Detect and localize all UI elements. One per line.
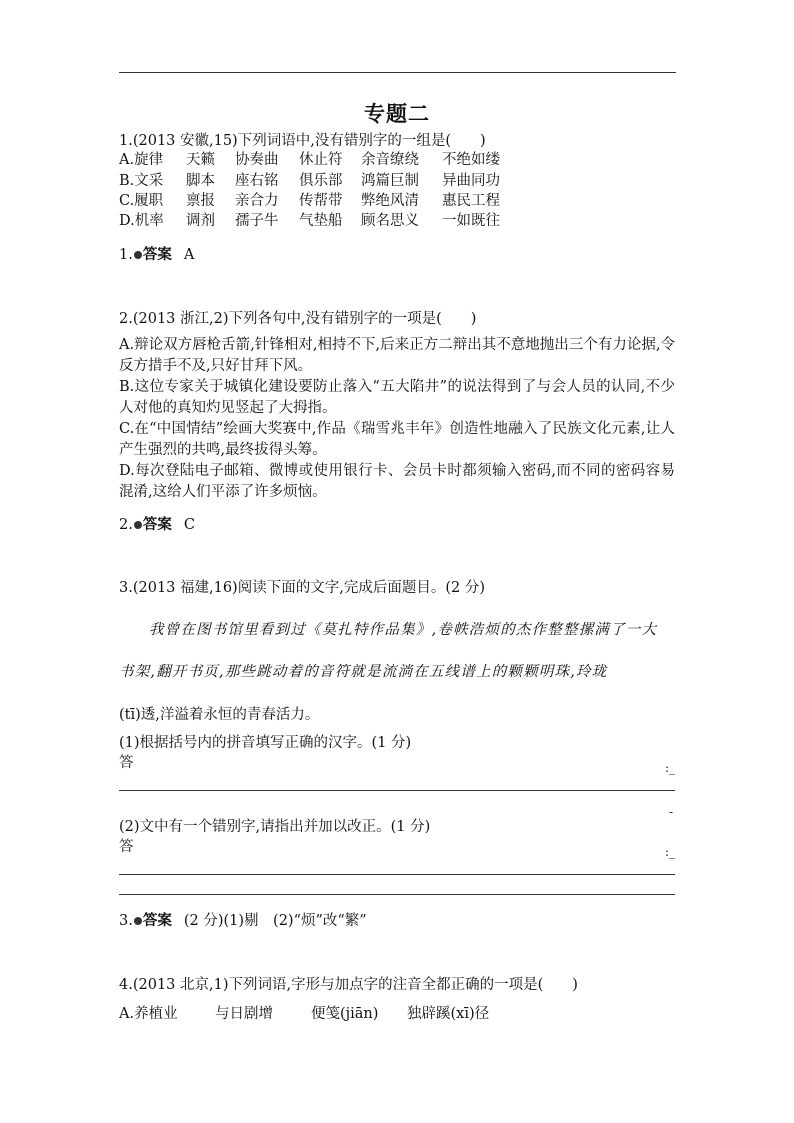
q1-option-d: D.机率 调剂 孺子牛 气垫船 顾名思义 一如既往 xyxy=(119,213,500,229)
q3-passage-line-1: 我曾在图书馆里看到过《莫扎特作品集》,卷帙浩烦的杰作整整摞满了一大 xyxy=(149,622,658,638)
header-rule xyxy=(119,72,676,73)
q3-passage-line-3: (tī)透,洋溢着永恒的青春活力。 xyxy=(119,707,320,723)
q2-stem: 2.(2013 浙江,2)下列各句中,没有错别字的一项是( ) xyxy=(119,311,477,327)
q3-sub2: (2)文中有一个错别字,请指出并加以改正。(1 分) xyxy=(119,819,431,835)
q3-sub1: (1)根据括号内的拼音填写正确的汉字。(1 分) xyxy=(119,735,412,751)
q2-option-d: D.每次登陆电子邮箱、微博或使用银行卡、会员卡时都须输入密码,而不同的密码容易混淆,这给人们平添了许多烦恼。 xyxy=(119,463,675,500)
q3-answer: 3. 答案 (2 分)(1)剔 (2)“烦”改“繁” xyxy=(119,912,367,929)
q3-sub1-answer-word: 答 xyxy=(119,755,134,771)
q3-sub2-answer-word: 答 xyxy=(119,839,134,855)
page-title: 专题二 xyxy=(364,101,430,126)
q2-option-a: A.辩论双方唇枪舌箭,针锋相对,相持不下,后来正方二辩出其不意地抛出三个有力论据,令反方措手不及,只好甘拜下风。 xyxy=(119,337,675,374)
blank-end-mark: - xyxy=(669,805,674,819)
q1-stem: 1.(2013 安徽,15)下列词语中,没有错别字的一组是( ) xyxy=(119,133,486,149)
answer-blank-line xyxy=(119,874,675,875)
answer-bullet-icon xyxy=(134,917,142,925)
answer-bullet-icon xyxy=(134,521,142,529)
answer-blank-line xyxy=(119,894,675,895)
q2-option-c: C.在“中国情结”绘画大奖赛中,作品《瑞雪兆丰年》创造性地融入了民族文化元素,让人产生强烈的共鸣,最终拔得头筹。 xyxy=(119,421,675,458)
q2-option-b: B.这位专家关于城镇化建设要防止落入“五大陷井”的说法得到了与会人员的认同,不少人对他的真知灼见竖起了大拇指。 xyxy=(119,379,675,416)
q3-passage-line-2: 书架,翻开书页,那些跳动着的音符就是流淌在五线谱上的颗颗明珠,玲珑 xyxy=(119,664,608,680)
q1-answer: 1. 答案 A xyxy=(119,246,195,263)
q4-stem: 4.(2013 北京,1)下列词语,字形与加点字的注音全都正确的一项是( ) xyxy=(119,977,578,993)
answer-bullet-icon xyxy=(134,251,142,259)
q1-option-c: C.履职 禀报 亲合力 传帮带 弊绝风清 惠民工程 xyxy=(119,193,500,209)
q1-option-b: B.文采 脚本 座右铭 俱乐部 鸿篇巨制 异曲同功 xyxy=(119,173,500,189)
q3-stem: 3.(2013 福建,16)阅读下面的文字,完成后面题目。(2 分) xyxy=(119,580,485,596)
answer-blank-line xyxy=(119,790,675,791)
blank-end-mark: :_ xyxy=(665,845,676,859)
q4-option-a: A.养植业 与日剧增 便笺(jiān) 独辟蹊(xī)径 xyxy=(119,1006,490,1022)
q2-answer: 2. 答案 C xyxy=(119,516,195,533)
blank-end-mark: :_ xyxy=(665,761,676,775)
q1-option-a: A.旋律 天籁 协奏曲 休止符 余音缭绕 不绝如缕 xyxy=(119,152,500,168)
